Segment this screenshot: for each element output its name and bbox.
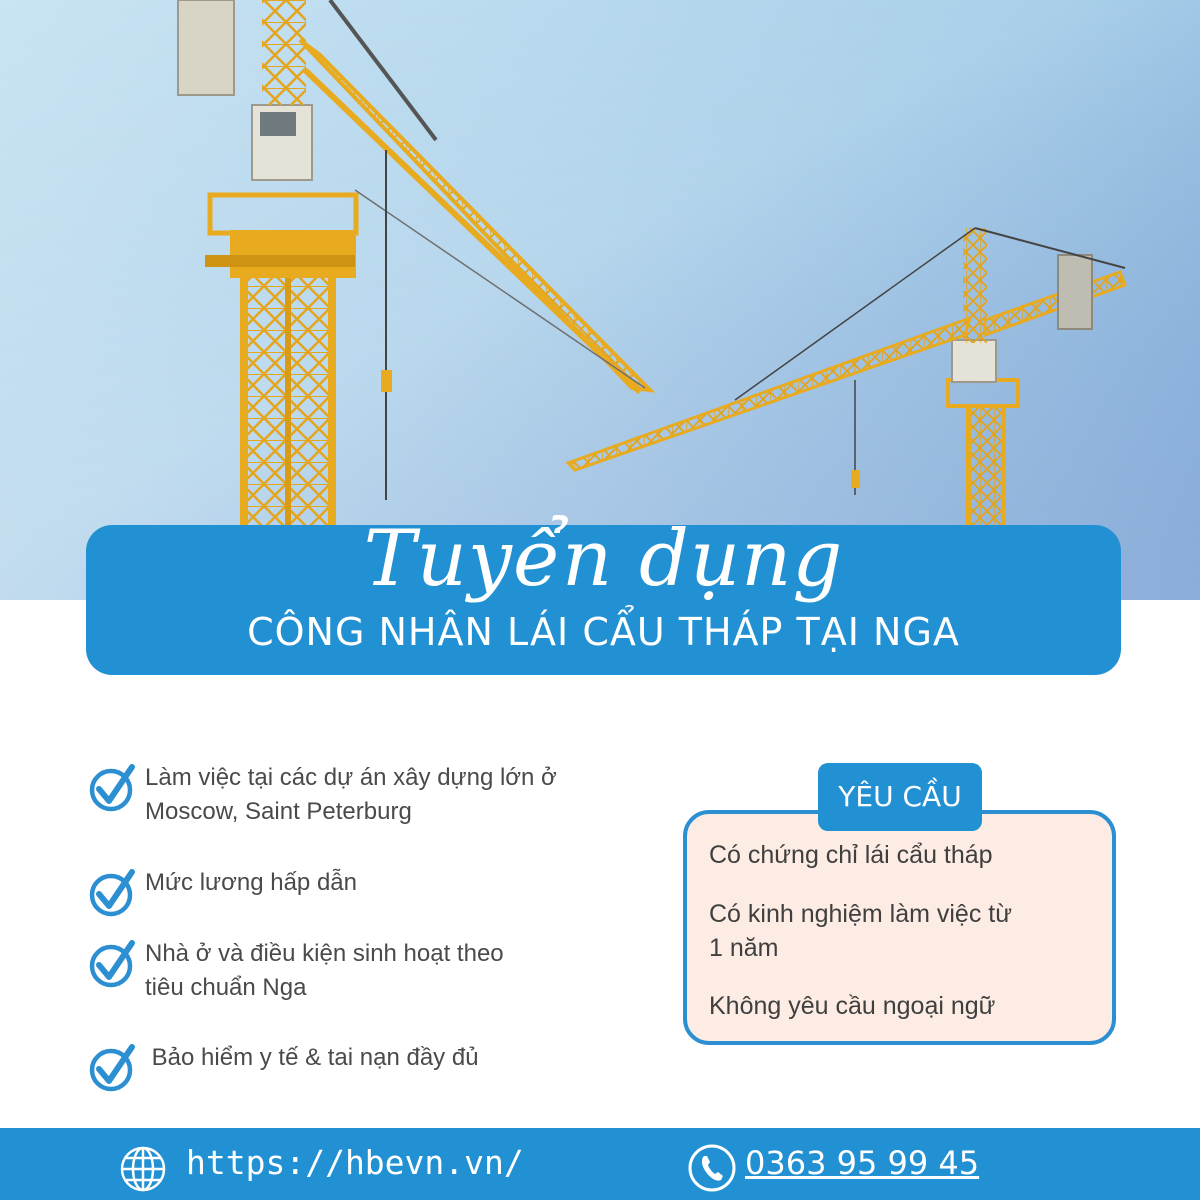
- footer-bar: [0, 1128, 1200, 1200]
- script-title: Tuyển dụng: [363, 514, 844, 604]
- requirement-line: Có kinh nghiệm làm việc từ: [709, 900, 1012, 928]
- benefit-item: [88, 866, 648, 946]
- check-circle-icon: [88, 866, 136, 918]
- title-banner: [86, 514, 1121, 675]
- requirements-heading: YÊU CẦU: [818, 763, 982, 831]
- phone-icon: [687, 1143, 737, 1193]
- benefit-line: Moscow, Saint Peterburg: [145, 798, 412, 825]
- check-circle-icon: [88, 761, 136, 813]
- requirement-line: Có chứng chỉ lái cẩu tháp: [709, 841, 993, 869]
- benefit-text: [145, 937, 625, 1005]
- phone-link[interactable]: 0363 95 99 45: [745, 1144, 980, 1182]
- benefit-line: Bảo hiểm y tế & tai nạn đầy đủ: [145, 1044, 479, 1071]
- requirements-box: [683, 810, 1116, 1045]
- requirement-item: [709, 838, 1069, 872]
- requirement-item: [709, 989, 1069, 1023]
- benefit-item: [88, 937, 648, 1017]
- check-circle-icon: [88, 937, 136, 989]
- benefit-line: Mức lương hấp dẫn: [145, 869, 357, 896]
- benefit-text: [145, 866, 625, 900]
- benefit-line: Làm việc tại các dự án xây dựng lớn ở: [145, 764, 557, 791]
- requirement-line: 1 năm: [709, 934, 779, 962]
- requirement-item: [709, 897, 1069, 965]
- benefit-text: [145, 1041, 625, 1075]
- benefit-item: [88, 761, 648, 841]
- website-link[interactable]: https://hbevn.vn/: [186, 1143, 524, 1182]
- benefit-line: Nhà ở và điều kiện sinh hoạt theo: [145, 940, 504, 967]
- requirement-line: Không yêu cầu ngoại ngữ: [709, 992, 996, 1020]
- globe-icon: [119, 1145, 167, 1193]
- check-circle-icon: [88, 1041, 136, 1093]
- benefit-item: [88, 1041, 648, 1121]
- benefit-line: tiêu chuẩn Nga: [145, 974, 307, 1001]
- benefit-text: [145, 761, 625, 829]
- job-title: CÔNG NHÂN LÁI CẨU THÁP TẠI NGA: [247, 610, 960, 654]
